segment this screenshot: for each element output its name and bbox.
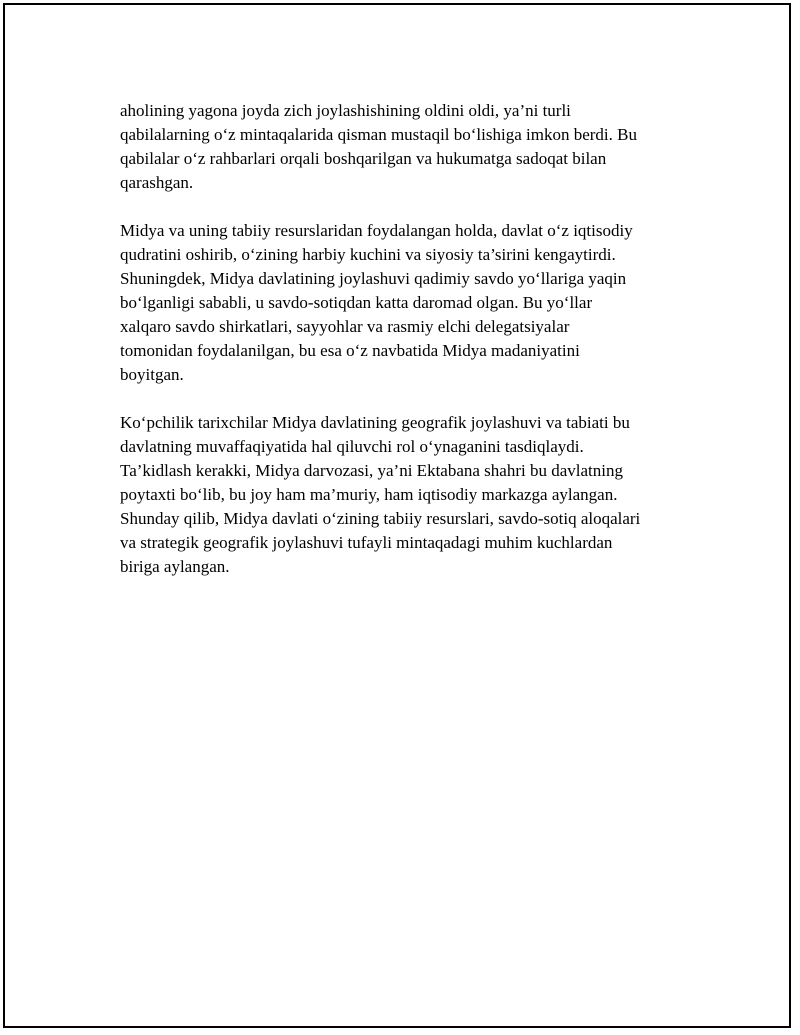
paragraph-2: [120, 219, 705, 387]
text-line: xalqaro savdo shirkatlari, sayyohlar va rasmiy elchi delegatsiyalar: [120, 317, 570, 336]
text-line: poytaxti bo‘lib, bu joy ham ma’muriy, ham iqtisodiy markazga aylangan.: [120, 485, 618, 504]
paragraph-3: [120, 411, 705, 579]
text-line: Shuningdek, Midya davlatining joylashuvi qadimiy savdo yo‘llariga yaqin: [120, 269, 627, 288]
paragraph-1: [120, 99, 705, 195]
text-line: va strategik geografik joylashuvi tufayli mintaqadagi muhim kuchlardan: [120, 533, 613, 552]
text-line: qabilalarning o‘z mintaqalarida qisman mustaqil bo‘lishiga imkon berdi. Bu: [120, 125, 637, 144]
text-line: aholining yagona joyda zich joylashishining oldini oldi, ya’ni turli: [120, 101, 571, 120]
text-line: Ko‘pchilik tarixchilar Midya davlatining geografik joylashuvi va tabiati bu: [120, 413, 630, 432]
text-line: biriga aylangan.: [120, 557, 230, 576]
text-line: Midya va uning tabiiy resurslaridan foydalangan holda, davlat o‘z iqtisodiy: [120, 221, 633, 240]
page-frame: [3, 3, 791, 1028]
text-line: davlatning muvaffaqiyatida hal qiluvchi rol o‘ynaganini tasdiqlaydi.: [120, 437, 584, 456]
text-line: Ta’kidlash kerakki, Midya darvozasi, ya’ni Ektabana shahri bu davlatning: [120, 461, 623, 480]
text-line: qarashgan.: [120, 173, 194, 192]
text-line: boyitgan.: [120, 365, 184, 384]
text-line: Shunday qilib, Midya davlati o‘zining tabiiy resurslari, savdo-sotiq aloqalari: [120, 509, 641, 528]
text-line: tomonidan foydalanilgan, bu esa o‘z navbatida Midya madaniyatini: [120, 341, 580, 360]
document-body: [120, 99, 705, 603]
text-line: qudratini oshirib, o‘zining harbiy kuchini va siyosiy ta’sirini kengaytirdi.: [120, 245, 616, 264]
text-line: bo‘lganligi sababli, u savdo-sotiqdan katta daromad olgan. Bu yo‘llar: [120, 293, 593, 312]
text-line: qabilalar o‘z rahbarlari orqali boshqarilgan va hukumatga sadoqat bilan: [120, 149, 607, 168]
